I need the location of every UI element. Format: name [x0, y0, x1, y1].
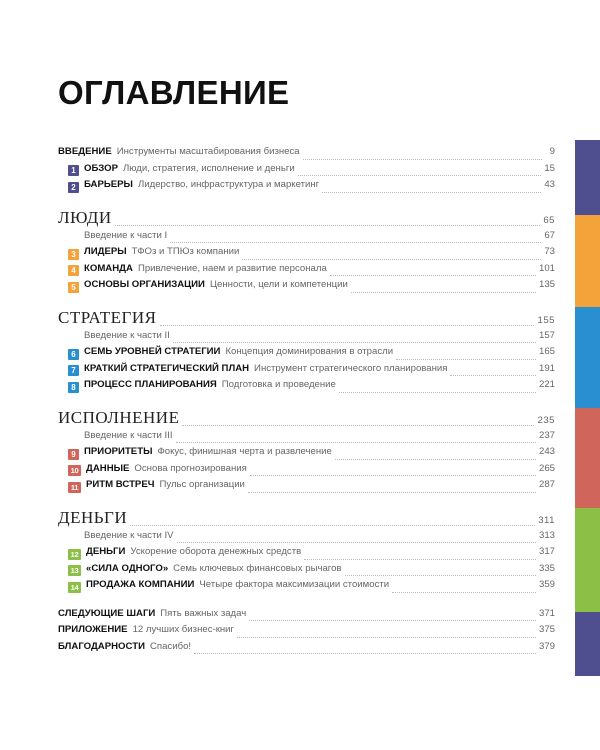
- entry-label: ЛИДЕРЫ: [84, 246, 127, 257]
- part-intro-label: Введение к части II: [84, 329, 170, 341]
- part-intro-label: Введение к части I: [84, 229, 168, 241]
- page-number: 67: [544, 229, 555, 241]
- toc-entry-part-intro[interactable]: [58, 530, 555, 547]
- entry-subtitle: Пять важных задач: [160, 607, 247, 619]
- entry-subtitle: Лидерство, инфраструктура и маркетинг: [137, 179, 320, 190]
- page-number: 335: [538, 562, 555, 574]
- entry-label: ОСНОВЫ ОРГАНИЗАЦИИ: [84, 279, 205, 290]
- entry-subtitle: Инструмент стратегического планирования: [254, 362, 448, 374]
- entry-subtitle: Люди, стратегия, исполнение и деньги: [122, 162, 295, 174]
- page-number: 135: [538, 279, 555, 290]
- dot-leader: [115, 224, 541, 226]
- entry-label: ВВЕДЕНИЕ: [58, 146, 112, 157]
- page-number: 65: [543, 214, 555, 226]
- entry-subtitle: Привлечение, наем и развитие персонала: [137, 262, 327, 274]
- section-tab-closing: [575, 612, 600, 676]
- chapter-number-badge: 14: [68, 582, 81, 593]
- dot-leader: [304, 558, 536, 560]
- chapter-number-badge: 13: [68, 565, 81, 576]
- entry-label: БЛАГОДАРНОСТИ: [58, 640, 145, 652]
- entry-subtitle: Ценности, цели и компетенции: [209, 279, 348, 290]
- entry-subtitle: 12 лучших бизнес-книг: [132, 624, 235, 635]
- entry-subtitle: Основа прогнозирования: [134, 462, 247, 474]
- page-number: 265: [538, 462, 555, 474]
- entry-subtitle: Ускорение оборота денежных средств: [130, 546, 302, 557]
- entry-label: ПРОДАЖА КОМПАНИИ: [86, 579, 195, 590]
- dot-leader: [396, 358, 536, 360]
- spacer: [58, 596, 555, 608]
- chapter-number-badge: 3: [68, 249, 79, 260]
- part-intro-label: Введение к части III: [84, 429, 173, 441]
- dot-leader: [237, 636, 536, 638]
- chapter-number-badge: 11: [68, 482, 81, 493]
- toc-entry-part-intro[interactable]: [58, 330, 555, 347]
- entry-label: ДЕНЬГИ: [86, 546, 126, 557]
- toc-entry-part-intro[interactable]: [58, 430, 555, 447]
- part-title: СТРАТЕГИЯ: [58, 307, 157, 327]
- toc-entry-chapter-9[interactable]: [58, 446, 555, 463]
- page-number: 287: [538, 479, 555, 490]
- toc-entry-acknowledgements[interactable]: [58, 641, 555, 658]
- dot-leader: [322, 191, 541, 193]
- page-number: 191: [538, 362, 555, 374]
- section-tab-execution: [575, 408, 600, 508]
- part-heading-people[interactable]: [58, 208, 555, 230]
- entry-label: ПРОЦЕСС ПЛАНИРОВАНИЯ: [84, 379, 217, 390]
- page-number: 359: [538, 579, 555, 590]
- chapter-number-badge: 9: [68, 449, 79, 460]
- chapter-number-badge: 8: [68, 382, 79, 393]
- dot-leader: [194, 652, 536, 654]
- entry-label: «СИЛА ОДНОГО»: [86, 562, 169, 574]
- entry-subtitle: Подготовка и проведение: [221, 379, 336, 390]
- page-number: 379: [538, 640, 555, 652]
- chapter-number-badge: 10: [68, 465, 81, 476]
- section-tab-intro: [575, 140, 600, 215]
- toc-entry-chapter-7[interactable]: [58, 363, 555, 380]
- part-title: ДЕНЬГИ: [58, 507, 128, 527]
- dot-leader: [182, 424, 534, 426]
- entry-subtitle: Четыре фактора максимизации стоимости: [199, 579, 390, 590]
- toc-entry-chapter-1[interactable]: [58, 163, 555, 180]
- part-heading-execution[interactable]: [58, 408, 555, 430]
- page-number: 375: [538, 624, 555, 635]
- entry-subtitle: Фокус, финишная черта и развлечение: [157, 446, 332, 457]
- page-number: 371: [538, 607, 555, 619]
- toc-entry-chapter-6[interactable]: [58, 346, 555, 363]
- page-number: 73: [544, 246, 555, 257]
- dot-leader: [176, 441, 536, 443]
- page-number: 313: [538, 529, 555, 541]
- dot-leader: [335, 458, 536, 460]
- page-number: 237: [538, 429, 555, 441]
- dot-leader: [170, 241, 541, 243]
- dot-leader: [242, 258, 541, 260]
- page-number: 165: [538, 346, 555, 357]
- dot-leader: [173, 341, 536, 343]
- part-heading-money[interactable]: [58, 508, 555, 530]
- entry-subtitle: ТФОз и ТПЮз компании: [131, 246, 240, 257]
- toc-entry-chapter-11[interactable]: [58, 479, 555, 496]
- entry-subtitle: Концепция доминирования в отрасли: [225, 346, 394, 357]
- entry-label: БАРЬЕРЫ: [84, 179, 133, 190]
- dot-leader: [392, 591, 536, 593]
- part-title: ЛЮДИ: [58, 207, 112, 227]
- chapter-number-badge: 2: [68, 182, 79, 193]
- entry-subtitle: Инструменты масштабирования бизнеса: [116, 146, 300, 157]
- toc-entry-chapter-12[interactable]: [58, 546, 555, 563]
- entry-label: ОБЗОР: [84, 162, 118, 174]
- toc-entry-introduction[interactable]: [58, 146, 555, 163]
- chapter-number-badge: 7: [68, 365, 79, 376]
- entry-label: РИТМ ВСТРЕЧ: [86, 479, 155, 490]
- dot-leader: [339, 391, 536, 393]
- section-tab-people: [575, 215, 600, 307]
- page-number: 9: [549, 146, 555, 157]
- page-number: 221: [538, 379, 555, 390]
- entry-subtitle: Семь ключевых финансовых рычагов: [173, 562, 342, 574]
- chapter-number-badge: 6: [68, 349, 79, 360]
- chapter-number-badge: 4: [68, 265, 79, 276]
- dot-leader: [177, 541, 536, 543]
- page-number: 101: [538, 262, 555, 274]
- entry-subtitle: Спасибо!: [149, 640, 192, 652]
- entry-label: КОМАНДА: [84, 262, 133, 274]
- dot-leader: [248, 491, 536, 493]
- page-number: 15: [544, 162, 555, 174]
- chapter-number-badge: 5: [68, 282, 79, 293]
- toc-entry-next-steps[interactable]: [58, 608, 555, 625]
- dot-leader: [330, 274, 536, 276]
- page-number: 311: [538, 514, 555, 526]
- dot-leader: [303, 158, 542, 160]
- page-number: 155: [537, 314, 555, 326]
- dot-leader: [249, 619, 536, 621]
- dot-leader: [160, 324, 535, 326]
- page-title: ОГЛАВЛЕНИЕ: [58, 74, 290, 111]
- part-intro-label: Введение к части IV: [84, 529, 174, 541]
- dot-leader: [345, 574, 536, 576]
- toc-entry-chapter-3[interactable]: [58, 246, 555, 263]
- toc-entry-chapter-10[interactable]: [58, 463, 555, 480]
- toc-entry-chapter-13[interactable]: [58, 563, 555, 580]
- part-title: ИСПОЛНЕНИЕ: [58, 407, 180, 427]
- part-heading-strategy[interactable]: [58, 308, 555, 330]
- section-tab-money: [575, 508, 600, 612]
- dot-leader: [298, 174, 542, 176]
- entry-label: ПРИОРИТЕТЫ: [84, 446, 153, 457]
- entry-label: СЕМЬ УРОВНЕЙ СТРАТЕГИИ: [84, 346, 221, 357]
- toc-entry-part-intro[interactable]: [58, 230, 555, 247]
- entry-subtitle: Пульс организации: [159, 479, 245, 490]
- toc-entry-chapter-5[interactable]: [58, 279, 555, 296]
- page-number: 243: [538, 446, 555, 457]
- table-of-contents: [58, 146, 555, 657]
- page-number: 317: [538, 546, 555, 557]
- chapter-number-badge: 12: [68, 549, 81, 560]
- dot-leader: [130, 524, 535, 526]
- page-number: 157: [538, 329, 555, 341]
- page-number: 235: [537, 414, 555, 426]
- section-tab-strategy: [575, 307, 600, 408]
- entry-label: КРАТКИЙ СТРАТЕГИЧЕСКИЙ ПЛАН: [84, 362, 250, 374]
- page-number: 43: [544, 179, 555, 190]
- dot-leader: [450, 374, 536, 376]
- toc-entry-appendix[interactable]: [58, 624, 555, 641]
- chapter-number-badge: 1: [68, 165, 79, 176]
- entry-label: СЛЕДУЮЩИЕ ШАГИ: [58, 607, 156, 619]
- toc-entry-chapter-8[interactable]: [58, 379, 555, 396]
- toc-entry-chapter-14[interactable]: [58, 579, 555, 596]
- toc-entry-chapter-2[interactable]: [58, 179, 555, 196]
- entry-label: ПРИЛОЖЕНИЕ: [58, 624, 128, 635]
- dot-leader: [250, 474, 536, 476]
- toc-entry-chapter-4[interactable]: [58, 263, 555, 280]
- dot-leader: [351, 291, 536, 293]
- entry-label: ДАННЫЕ: [86, 462, 130, 474]
